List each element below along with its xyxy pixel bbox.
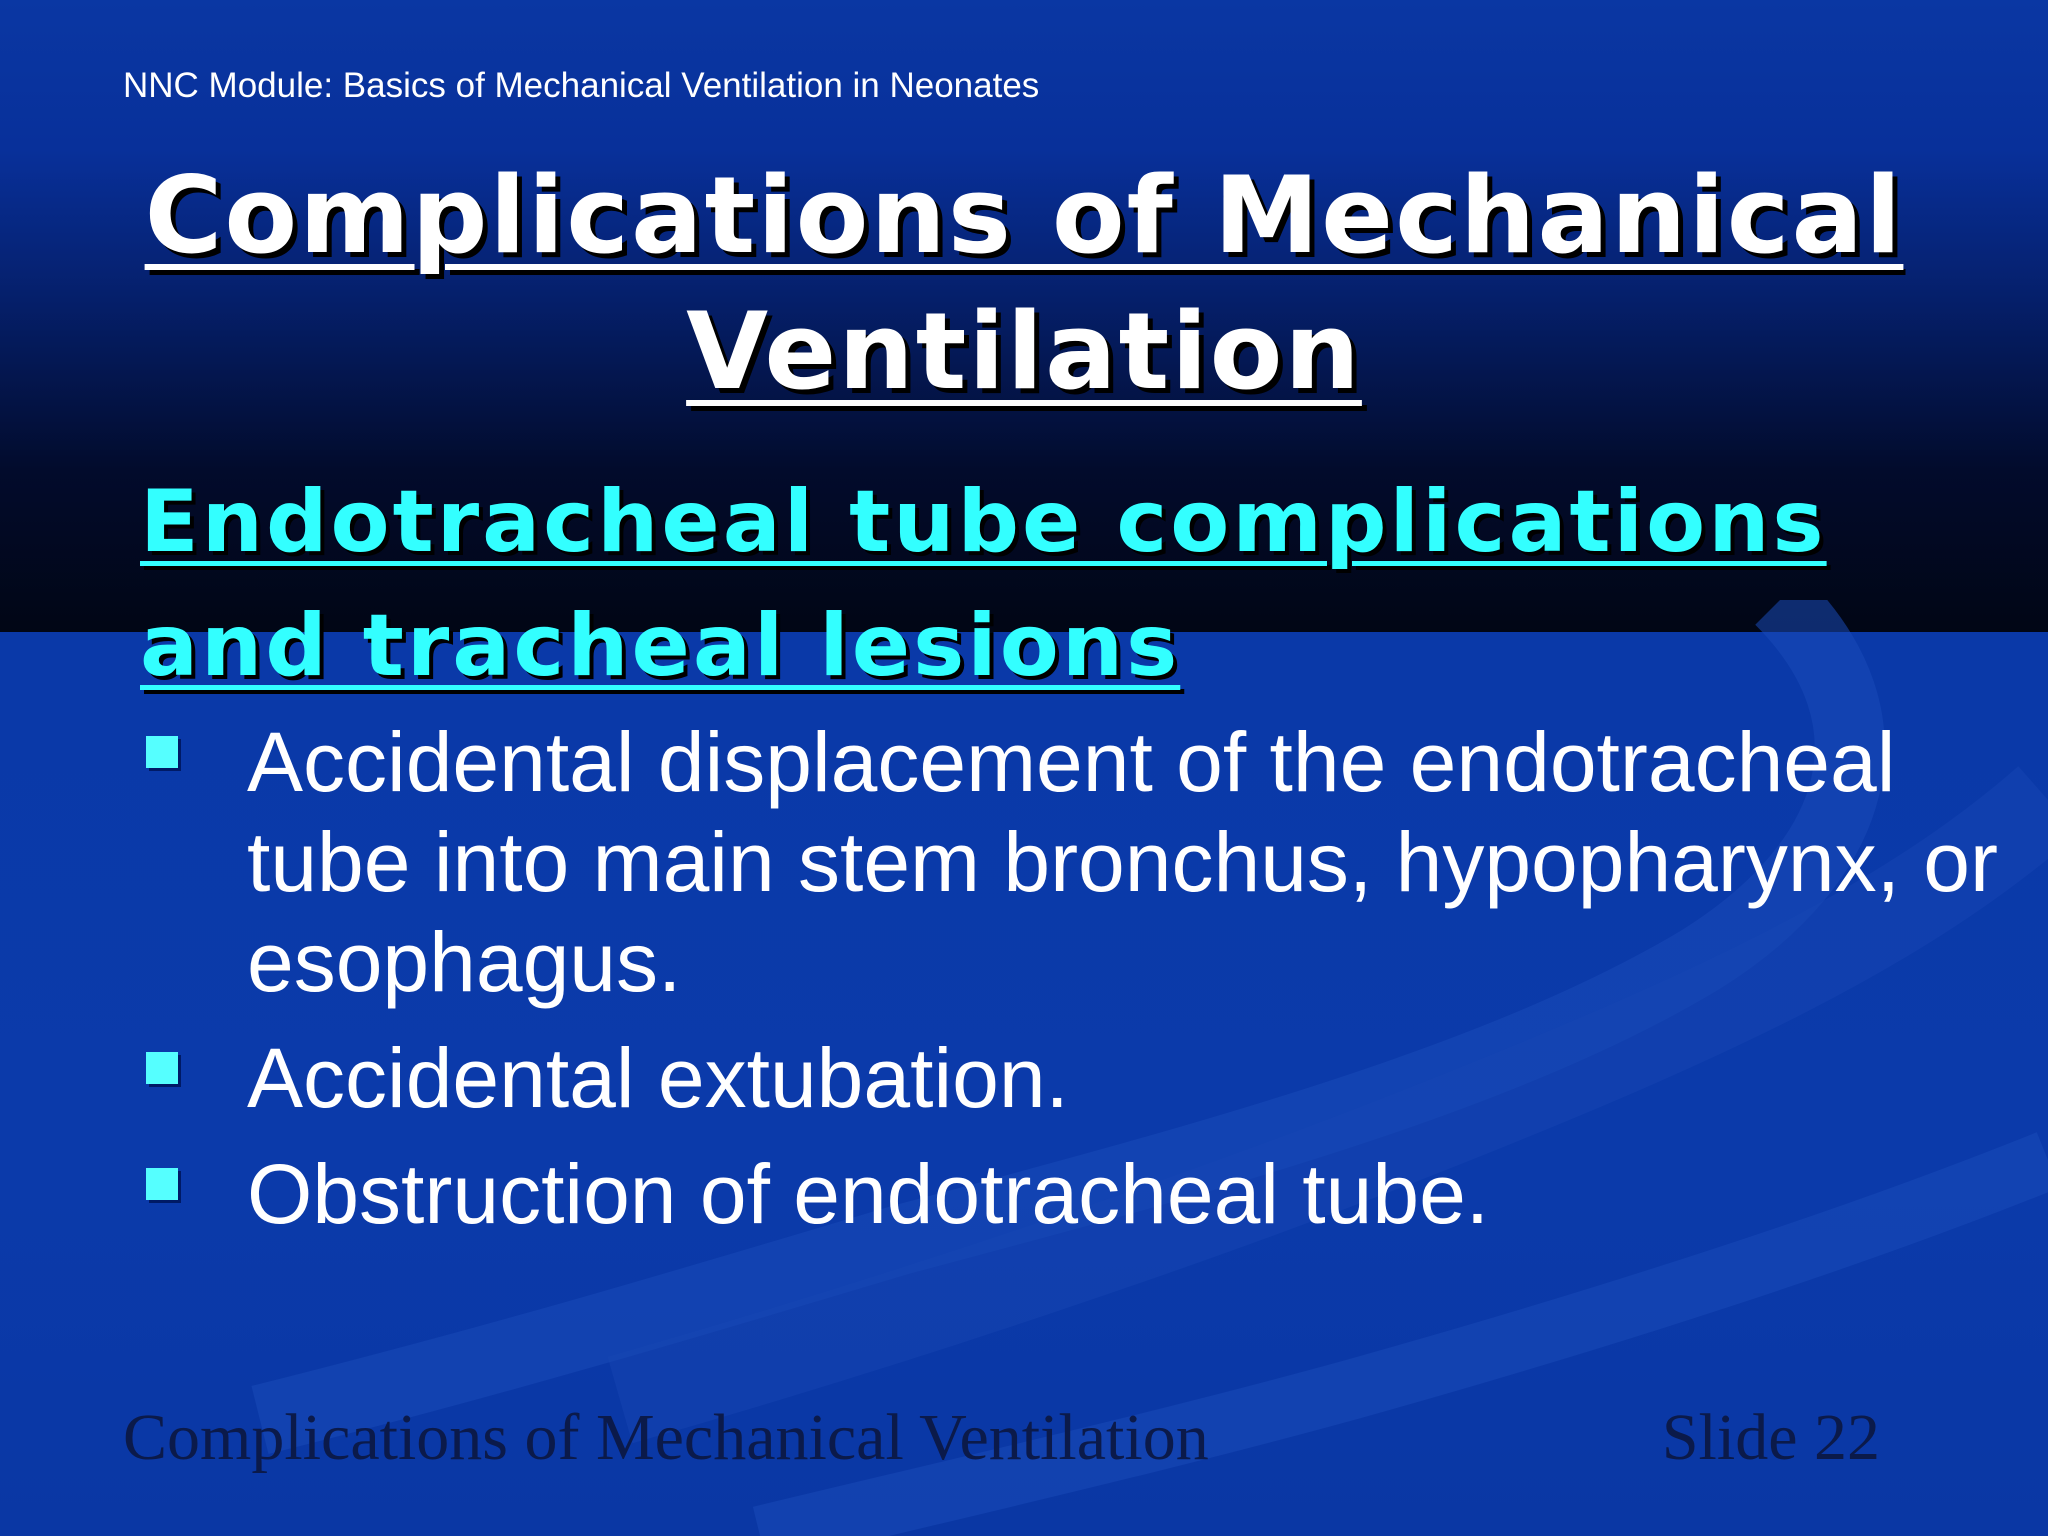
bullet-list: [140, 712, 2020, 1260]
square-bullet-icon: [146, 1052, 178, 1084]
bullet-text: Obstruction of endotracheal tube.: [247, 1147, 1490, 1241]
slide-number: Slide 22: [1661, 1401, 1880, 1474]
slide-title-line-1: Complications of Mechanical: [144, 154, 1904, 277]
slide-title: [0, 148, 2048, 420]
section-subtitle: Endotracheal tube complications and tracheal lesions: [140, 472, 1827, 696]
slide-title-line-2: Ventilation: [686, 290, 1362, 413]
bullet-item: [140, 712, 2020, 1012]
bullet-text: Accidental displacement of the endotracheal tube into main stem bronchus, hypopharynx, or esophagus.: [247, 715, 1998, 1009]
bullet-text: Accidental extubation.: [247, 1031, 1069, 1125]
square-bullet-icon: [146, 1168, 178, 1200]
footer-title: Complications of Mechanical Ventilation: [123, 1401, 1209, 1474]
square-bullet-icon: [146, 736, 178, 768]
module-header: NNC Module: Basics of Mechanical Ventilation in Neonates: [123, 66, 1040, 105]
bullet-item: [140, 1028, 2020, 1128]
bullet-item: [140, 1144, 2020, 1244]
